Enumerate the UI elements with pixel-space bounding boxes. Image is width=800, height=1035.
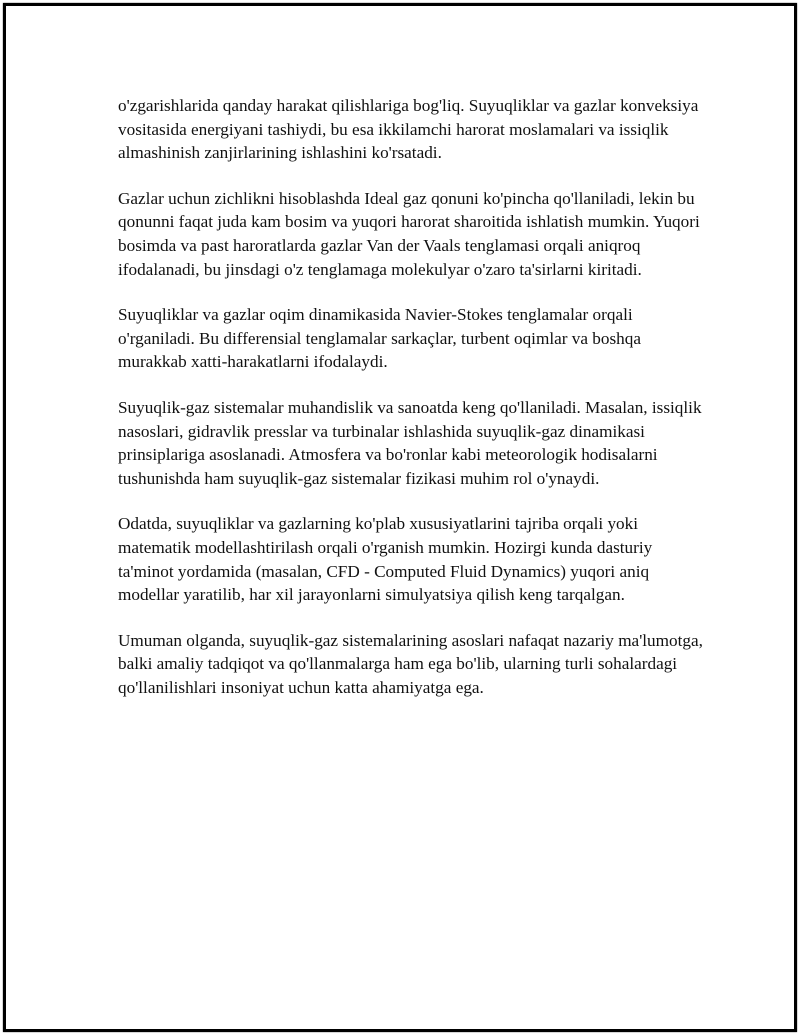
paragraph-5: Odatda, suyuqliklar va gazlarning ko'plab xususiyatlarini tajriba orqali yoki matematik modellashtirilash orqali o'rganish mumkin. Hozirgi kunda dasturiy ta'minot yordamida (masalan, CFD - Computed Fluid Dynamics) yuqori aniq modellar yaratilib, har xil jarayonlarni simulyatsiya qilish keng tarqalgan. (118, 514, 653, 605)
paragraph-6: Umuman olganda, suyuqlik-gaz sistemalarining asoslari nafaqat nazariy ma'lumotga, balki amaliy tadqiqot va qo'llanmalarga ham ega bo'lib, ularning turli sohalardagi qo'llanilishlari insoniyat uchun katta ahamiyatga ega. (118, 630, 703, 697)
paragraph-4: Suyuqlik-gaz sistemalar muhandislik va sanoatda keng qo'llaniladi. Masalan, issiqlik nasoslari, gidravlik presslar va turbinalar ishlashida suyuqlik-gaz dinamikasi prinsiplariga asoslanadi. Atmosfera va bo'ronlar kabi meteorologik hodisalarni tushunishda ham suyuqlik-gaz sistemalar fizikasi muhim rol o'ynaydi. (118, 397, 702, 488)
paragraph-3: Suyuqliklar va gazlar oqim dinamikasida Navier-Stokes tenglamalar orqali o'rganiladi. Bu differensial tenglamalar sarkaçlar, turbent oqimlar va boshqa murakkab xatti-harakatlarni ifodalaydi. (118, 305, 641, 372)
paragraph-1: o'zgarishlarida qanday harakat qilishlariga bog'liq. Suyuqliklar va gazlar konveksiya vositasida energiyani tashiydi, bu esa ikkilamchi harorat moslamalari va issiqlik almashinish zanjirlarining ishlashini ko'rsatadi. (118, 96, 699, 163)
paragraph-2: Gazlar uchun zichlikni hisoblashda Ideal gaz qonuni ko'pincha qo'llaniladi, lekin bu qonunni faqat juda kam bosim va yuqori harorat sharoitida ishlatish mumkin. Yuqori bosimda va past haroratlarda gazlar Van der Vaals tenglamasi orqali aniqroq ifodalanadi, bu jinsdagi o'z tenglamaga molekulyar o'zaro ta'sirlarni kiritadi. (118, 188, 700, 279)
document-body (118, 94, 708, 721)
